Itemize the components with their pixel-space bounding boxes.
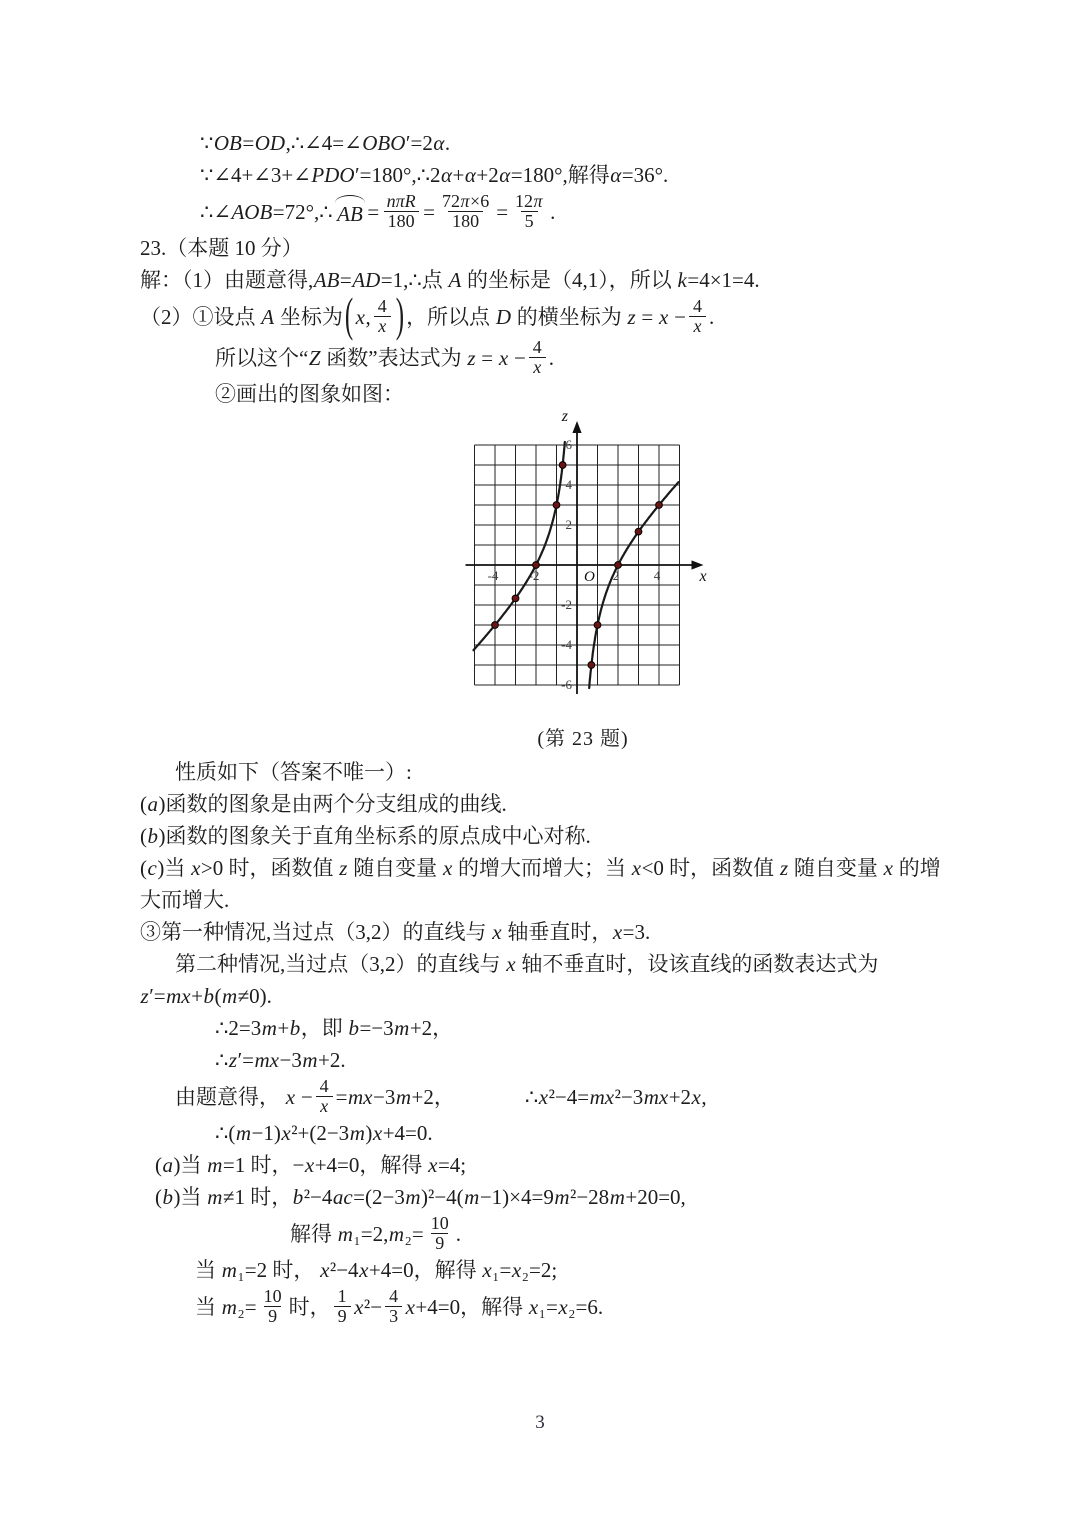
formula-run: 大而增大. [140, 888, 230, 912]
svg-text:-6: -6 [561, 677, 572, 692]
formula-run: ∵OB=OD,∴∠4=∠OBO′=2α. [200, 131, 451, 155]
fraction-numerator: 10 [430, 1213, 449, 1233]
fraction-numerator: 4 [692, 296, 702, 316]
formula-run: = [367, 199, 380, 224]
function-graph-svg [452, 408, 714, 711]
fraction [260, 1287, 286, 1326]
solution-line [140, 265, 970, 295]
fraction-numerator: 4 [532, 337, 542, 357]
formula-run: 23.（本题 10 分） [140, 236, 303, 260]
fraction-denominator: x [689, 316, 706, 336]
solution-line [140, 289, 970, 342]
page-number: 3 [535, 1412, 545, 1433]
fraction [334, 1287, 351, 1326]
svg-text:O: O [584, 569, 595, 585]
svg-text:4: 4 [565, 477, 572, 492]
axis-labels [561, 408, 707, 585]
axes [466, 433, 692, 694]
formula-run: (c)当 x>0 时，函数值 z 随自变量 x 的增大而增大；当 x<0 时，函数值 z 随自变量 x 的增 [140, 856, 941, 880]
fraction-numerator: 10 [263, 1286, 282, 1306]
solution-line [140, 757, 970, 787]
svg-text:x: x [699, 568, 707, 585]
solution-line [140, 949, 970, 979]
formula-run: ∴∠AOB=72°,∴ [200, 199, 333, 224]
fraction [374, 297, 391, 336]
formula-run: 当 m₂= [195, 1294, 257, 1319]
svg-text:4: 4 [653, 568, 661, 583]
formula-run: . [455, 1221, 461, 1246]
function-graph [168, 408, 998, 716]
solution-line [140, 338, 970, 377]
fraction [511, 192, 547, 231]
formula-run: 解：（1）由题意得,AB=AD=1,∴点 A 的坐标是（4,1），所以 k=4×1=4. [140, 268, 760, 292]
fraction-numerator: 1 [337, 1286, 347, 1306]
svg-text:2: 2 [565, 517, 572, 532]
fraction [382, 192, 420, 231]
fraction-denominator: x [529, 357, 546, 377]
solution-line [140, 1077, 970, 1116]
solution-line [140, 1045, 970, 1075]
formula-run: ②画出的图象如图： [215, 382, 404, 406]
formula-run: ∴x²−4=mx²−3mx+2x, [524, 1084, 707, 1109]
fraction-denominator: x [316, 1096, 333, 1116]
solution-line [140, 1118, 970, 1148]
big-paren: ) [395, 289, 405, 342]
formula-run: x²− [354, 1294, 383, 1319]
formula-run: 时， [288, 1294, 331, 1319]
property-line [140, 885, 970, 915]
formula-run: (b)函数的图象关于直角坐标系的原点成中心对称. [140, 824, 591, 848]
formula-run: ∵∠4+∠3+∠PDO′=180°,∴2α+α+2α=180°,解得α=36°. [200, 163, 669, 187]
formula-run: (a)当 m=1 时，−x+4=0，解得 x=4; [155, 1153, 467, 1177]
proof-line [140, 192, 970, 231]
fraction-denominator: 9 [334, 1306, 351, 1326]
solution-line [140, 1013, 970, 1043]
formula-run: ∴(m−1)x²+(2−3m)x+4=0. [215, 1121, 433, 1145]
formula-run: . [550, 199, 556, 224]
problem-heading [140, 233, 970, 263]
svg-text:-4: -4 [487, 568, 499, 583]
solution-line [140, 1214, 970, 1253]
fraction-denominator: 3 [385, 1306, 402, 1326]
formula-run: (a)函数的图象是由两个分支组成的曲线. [140, 792, 507, 816]
solution-line [140, 1287, 970, 1326]
fraction-numerator: 4 [389, 1286, 399, 1306]
formula-run: x, [355, 304, 371, 329]
fraction-denominator: 9 [264, 1306, 281, 1326]
proof-line [140, 160, 970, 190]
solution-line [140, 379, 970, 409]
fraction-denominator: 180 [448, 211, 483, 231]
formula-run: 第二种情况,当过点（3,2）的直线与 x 轴不垂直时，设该直线的函数表达式为 [175, 952, 879, 976]
property-line [140, 853, 970, 883]
solution-text-top [140, 128, 970, 409]
fraction-numerator: 72π×6 [442, 191, 490, 211]
fraction-denominator: 9 [431, 1233, 448, 1253]
case-line [140, 1150, 970, 1180]
formula-run: 所以这个“Z 函数”表达式为 z = x − [215, 345, 526, 370]
proof-line [140, 128, 970, 158]
fraction-numerator: 4 [377, 296, 387, 316]
formula-run: x+4=0，解得 x₁=x₂=6. [405, 1294, 604, 1319]
property-line [140, 821, 970, 851]
fraction [689, 297, 706, 336]
formula-run: = [496, 199, 509, 224]
formula-run: ③第一种情况,当过点（3,2）的直线与 x 轴垂直时，x=3. [140, 920, 651, 944]
svg-text:z: z [561, 408, 568, 425]
svg-text:2: 2 [612, 568, 620, 583]
formula-run: z′=mx+b(m≠0). [140, 984, 272, 1008]
svg-text:-4: -4 [561, 637, 572, 652]
formula-run: ∴z′=mx−3m+2. [215, 1048, 346, 1072]
fraction [385, 1287, 402, 1326]
formula-run: （2）①设点 A 坐标为 [140, 304, 343, 329]
fraction-numerator: 4 [319, 1076, 329, 1096]
fraction [438, 192, 493, 231]
svg-text:6: 6 [565, 437, 572, 452]
svg-text:-2: -2 [528, 568, 540, 583]
fraction-denominator: x [374, 316, 391, 336]
fraction-denominator: 5 [521, 211, 538, 231]
figure-caption: (第 23 题) [537, 728, 629, 750]
svg-text:-2: -2 [561, 597, 572, 612]
solution-line [140, 917, 970, 947]
solution-line [140, 1255, 970, 1285]
formula-run: = [423, 199, 436, 224]
fraction-denominator: 180 [384, 211, 419, 231]
axis-arrowheads [572, 421, 703, 570]
formula-run: 由题意得， x − [175, 1084, 313, 1109]
big-paren: ( [344, 289, 354, 342]
case-line [140, 1182, 970, 1212]
property-line [140, 789, 970, 819]
arc-cap [335, 195, 366, 203]
solution-text-bottom [140, 757, 970, 1326]
figure [168, 408, 998, 751]
fraction [316, 1077, 333, 1116]
formula-run: =mx−3m+2， [335, 1084, 455, 1109]
formula-run: . [708, 304, 715, 329]
fraction [427, 1214, 453, 1253]
formula-run: . [548, 345, 555, 370]
formula-run: 性质如下（答案不唯一）: [175, 760, 412, 784]
formula-run: ∴2=3m+b，即 b=−3m+2， [215, 1016, 454, 1040]
fraction-numerator: 12π [515, 191, 543, 211]
formula-run: 当 m₁=2 时， x²−4x+4=0，解得 x₁=x₂=2; [195, 1258, 558, 1282]
solution-line [140, 981, 970, 1011]
formula-run: 解得 m₁=2,m₂= [290, 1221, 424, 1246]
fraction [529, 338, 546, 377]
arc-notation: AB [335, 195, 366, 229]
formula-run: ，所以点 D 的横坐标为 z = x − [406, 304, 686, 329]
fraction-numerator: nπR [386, 191, 416, 211]
formula-run: (b)当 m≠1 时，b²−4ac=(2−3m)²−4(m−1)×4=9m²−28m+20=0, [155, 1185, 686, 1209]
